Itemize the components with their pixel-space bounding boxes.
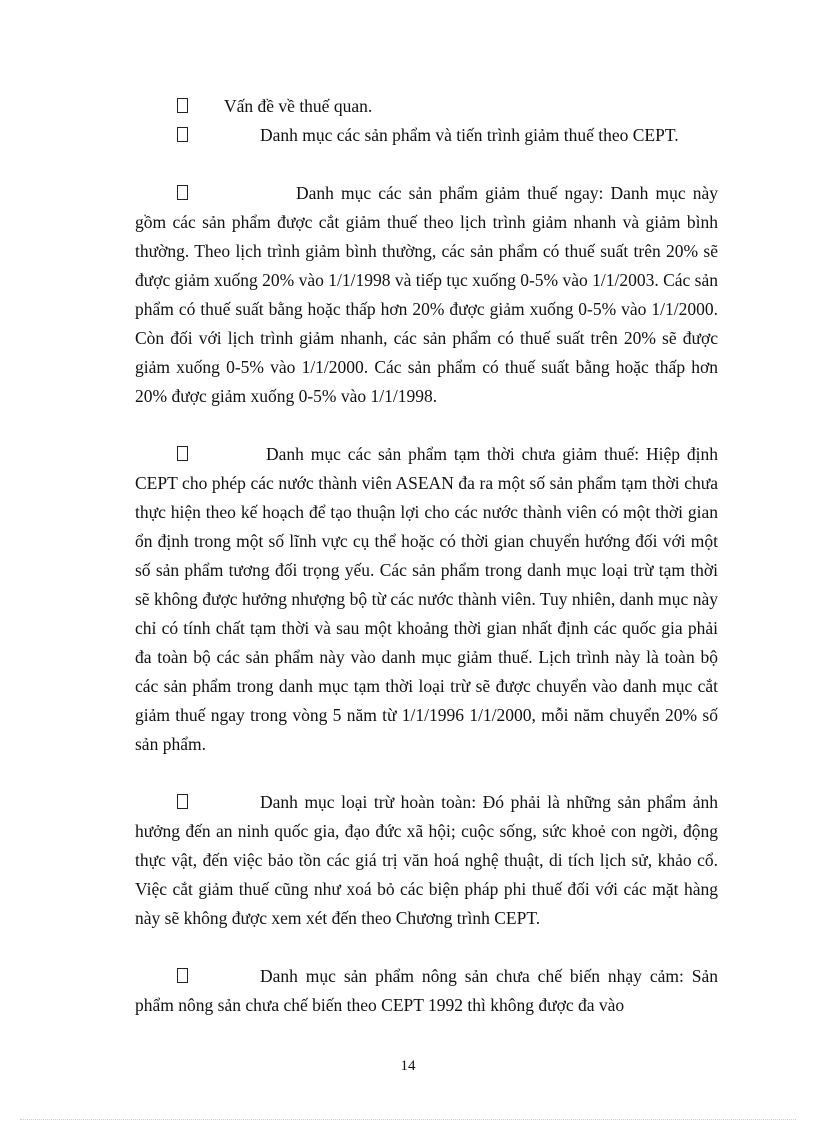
- paragraph-text: Danh mục sản phẩm nông sản chưa chế biến nhạy cảm: Sản phẩm nông sản chưa chế biến theo CEPT 1992 thì không được đa vào: [135, 966, 718, 1015]
- paragraph-text: Vấn đề về thuế quan.: [224, 96, 373, 116]
- paragraph-text: Danh mục loại trừ hoàn toàn: Đó phải là những sản phẩm ảnh hưởng đến an ninh quốc gia, đạo đức xã hội; cuộc sống, sức khoẻ con ngời, động thực vật, đến việc bảo tồn các giá trị văn hoá nghệ thuật, di tích lịch sử, khảo cổ. Việc cắt giảm thuế cũng như xoá bỏ các biện pháp phi thuế đối với các mặt hàng này sẽ không được xem xét đến theo Chương trình CEPT.: [135, 792, 718, 928]
- paragraph-immediate-reduction: [135, 179, 718, 411]
- checkbox-bullet-icon: [177, 98, 188, 113]
- paragraph-general-exception: [135, 788, 718, 933]
- checkbox-bullet-icon: [177, 968, 188, 983]
- checkbox-bullet-icon: [177, 127, 188, 142]
- paragraph-text: Danh mục các sản phẩm tạm thời chưa giảm thuế: Hiệp định CEPT cho phép các nước thành viên ASEAN đa ra một số sản phẩm tạm thời chưa thực hiện theo kế hoạch để tạo thuận lợi cho các nước thành viên có một thời gian ổn định trong một số lĩnh vực cụ thể hoặc có thời gian chuyển hướng đối với một số sản phẩm tương đối trọng yếu. Các sản phẩm trong danh mục loại trừ tạm thời sẽ không được hưởng nhượng bộ từ các nước thành viên. Tuy nhiên, danh mục này chỉ có tính chất tạm thời và sau một khoảng thời gian nhất định các quốc gia phải đa toàn bộ các sản phẩm này vào danh mục giảm thuế. Lịch trình này là toàn bộ các sản phẩm trong danh mục tạm thời loại trừ sẽ được chuyển vào danh mục cắt giảm thuế ngay trong vòng 5 năm từ 1/1/1996 1/1/2000, mỗi năm chuyển 20% số sản phẩm.: [135, 444, 718, 754]
- paragraph-sensitive-agriculture: [135, 962, 718, 1020]
- paragraph-product-list: [135, 121, 718, 150]
- paragraph-text: Danh mục các sản phẩm giảm thuế ngay: Danh mục này gồm các sản phẩm được cắt giảm thuế theo lịch trình giảm nhanh và giảm bình thường. Theo lịch trình giảm bình thường, các sản phẩm có thuế suất trên 20% sẽ được giảm xuống 20% vào 1/1/1998 và tiếp tục xuống 0-5% vào 1/1/2003. Các sản phẩm có thuế suất bằng hoặc thấp hơn 20% được giảm xuống 0-5% vào 1/1/2000. Còn đối với lịch trình giảm nhanh, các sản phẩm có thuế suất trên 20% sẽ được giảm xuống 0-5% vào 1/1/2000. Các sản phẩm có thuế suất bằng hoặc thấp hơn 20% được giảm xuống 0-5% vào 1/1/1998.: [135, 183, 719, 406]
- page-bottom-divider: [20, 1119, 796, 1120]
- page-number: 14: [400, 1058, 416, 1074]
- checkbox-bullet-icon: [177, 794, 188, 809]
- checkbox-bullet-icon: [177, 185, 188, 200]
- paragraph-tariff-issue: [135, 92, 718, 121]
- checkbox-bullet-icon: [177, 446, 188, 461]
- paragraph-text: Danh mục các sản phẩm và tiến trình giảm thuế theo CEPT.: [260, 125, 679, 145]
- paragraph-temporary-exclusion: [135, 440, 718, 759]
